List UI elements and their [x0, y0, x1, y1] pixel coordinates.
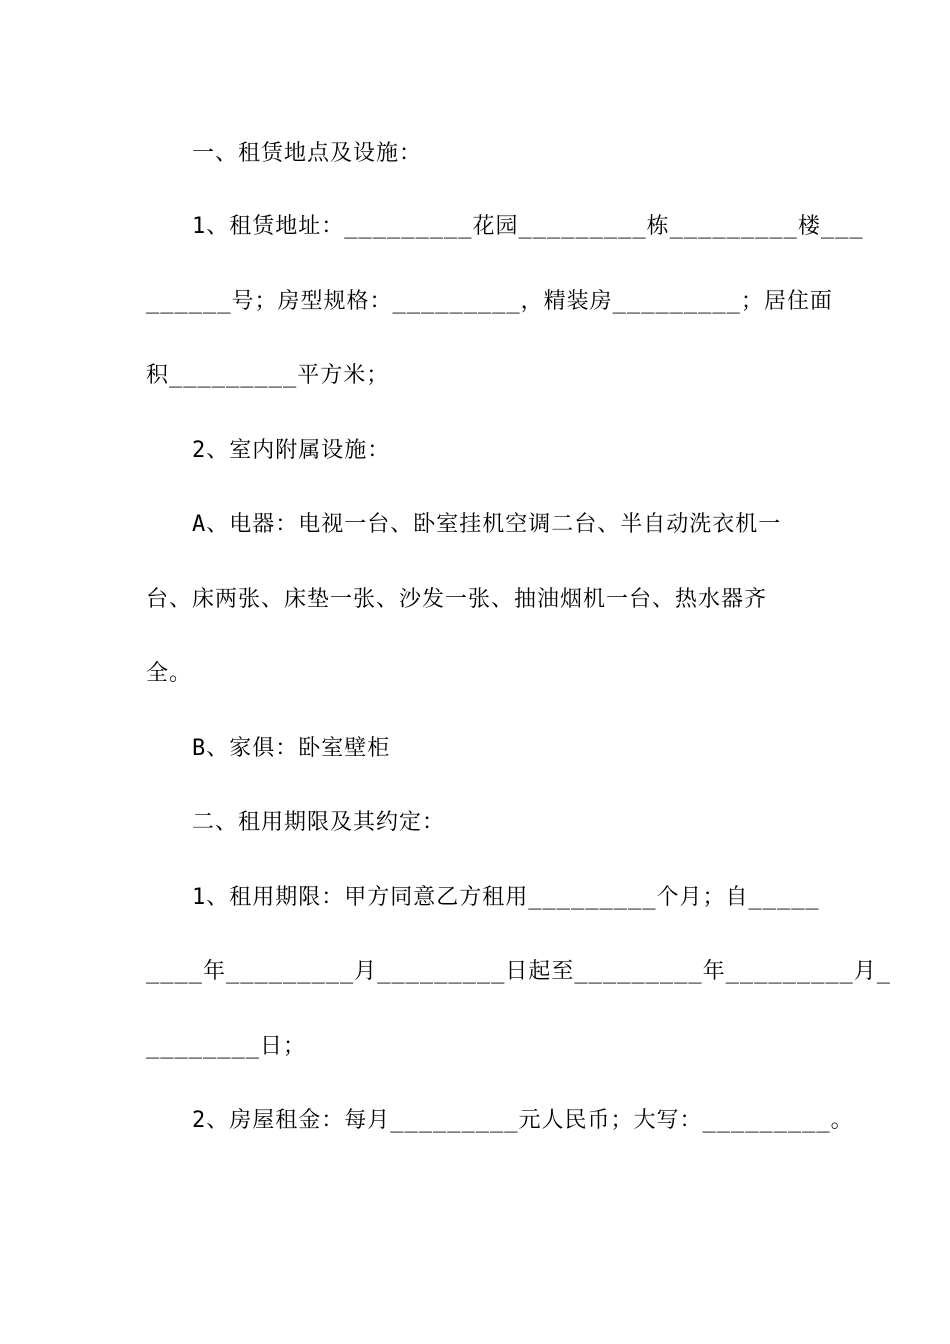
paragraph-line: 1、租赁地址：_________花园_________栋_________楼___ — [192, 214, 864, 239]
subsection-heading: 2、室内附属设施： — [192, 438, 391, 463]
section-heading-2: 二、租用期限及其约定： — [192, 810, 446, 835]
paragraph-line: 1、租用期限：甲方同意乙方租用_________个月；自_____ — [192, 885, 820, 910]
paragraph-line: 2、房屋租金：每月_________元人民币；大写：_________。 — [192, 1108, 854, 1133]
paragraph-line: 全。 — [146, 661, 193, 686]
paragraph-line: B、家俱：卧室壁柜 — [192, 736, 391, 761]
paragraph-line: 台、床两张、床垫一张、沙发一张、抽油烟机一台、热水器齐 — [146, 587, 768, 612]
paragraph-line: ________日； — [146, 1034, 306, 1059]
paragraph-line: ______号；房型规格：_________，精装房_________；居住面 — [146, 289, 833, 314]
paragraph-line: 积_________平方米； — [146, 363, 390, 388]
paragraph-line: ____年_________月_________日起至_________年_________月_ — [146, 959, 892, 984]
section-heading-1: 一、租赁地点及设施： — [192, 141, 423, 166]
paragraph-line: A、电器：电视一台、卧室挂机空调二台、半自动洗衣机一 — [192, 512, 782, 537]
